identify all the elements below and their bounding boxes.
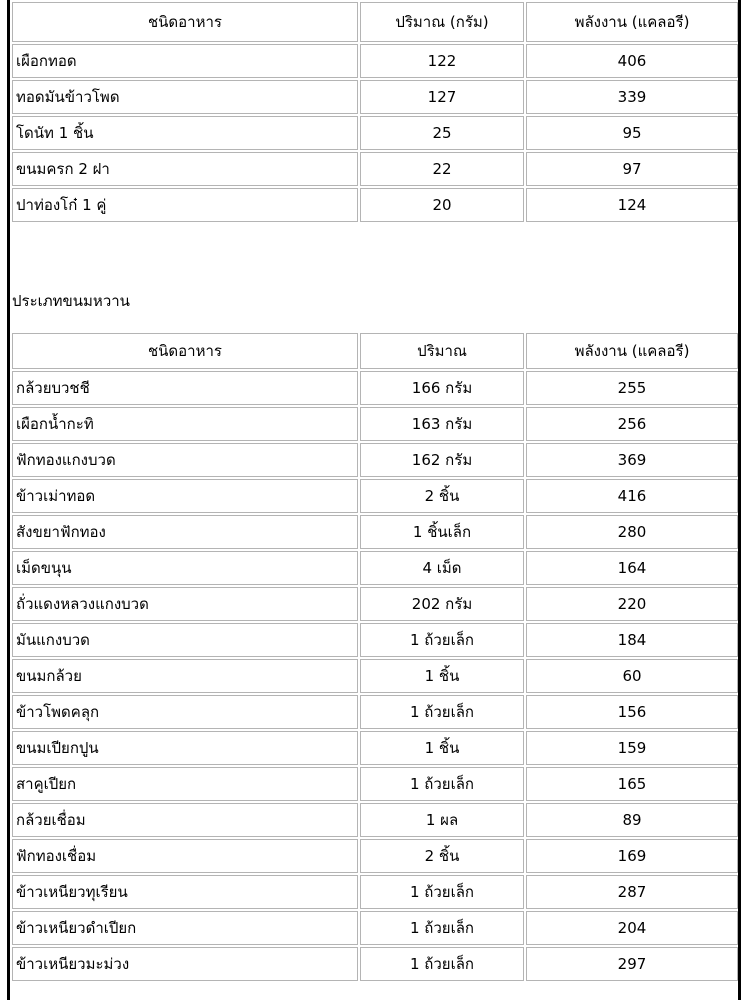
desserts-table [10, 331, 740, 983]
cell-amount: 1 ชิ้น [360, 731, 524, 765]
cell-energy: 60 [526, 659, 738, 693]
table-header-row [12, 333, 738, 369]
table-row [12, 839, 738, 873]
cell-amount: 20 [360, 188, 524, 222]
table-row [12, 188, 738, 222]
cell-energy: 95 [526, 116, 738, 150]
fried-snacks-table [10, 0, 740, 224]
content-frame [7, 0, 741, 1000]
table-row [12, 623, 738, 657]
cell-energy: 369 [526, 443, 738, 477]
table-row [12, 479, 738, 513]
cell-energy: 89 [526, 803, 738, 837]
table-row [12, 911, 738, 945]
cell-energy: 339 [526, 80, 738, 114]
cell-food-name: โดนัท 1 ชิ้น [12, 116, 358, 150]
cell-energy: 124 [526, 188, 738, 222]
cell-amount: 1 ถ้วยเล็ก [360, 947, 524, 981]
cell-amount: 4 เม็ด [360, 551, 524, 585]
cell-food-name: ขนมเปียกปูน [12, 731, 358, 765]
cell-energy: 169 [526, 839, 738, 873]
header-energy: พลังงาน (แคลอรี) [526, 333, 738, 369]
cell-food-name: ขนมครก 2 ฝา [12, 152, 358, 186]
table-row [12, 659, 738, 693]
table-row [12, 947, 738, 981]
cell-energy: 297 [526, 947, 738, 981]
cell-amount: 1 ชิ้น [360, 659, 524, 693]
table-header-row [12, 2, 738, 42]
cell-amount: 1 ถ้วยเล็ก [360, 695, 524, 729]
cell-energy: 156 [526, 695, 738, 729]
table-row [12, 767, 738, 801]
cell-amount: 2 ชิ้น [360, 839, 524, 873]
header-energy: พลังงาน (แคลอรี) [526, 2, 738, 42]
table-row [12, 515, 738, 549]
table-row [12, 152, 738, 186]
cell-energy: 287 [526, 875, 738, 909]
cell-energy: 220 [526, 587, 738, 621]
cell-energy: 164 [526, 551, 738, 585]
cell-food-name: กล้วยเชื่อม [12, 803, 358, 837]
cell-amount: 1 ถ้วยเล็ก [360, 623, 524, 657]
cell-food-name: เผือกน้ำกะทิ [12, 407, 358, 441]
cell-amount: 166 กรัม [360, 371, 524, 405]
table-row [12, 407, 738, 441]
cell-food-name: มันแกงบวด [12, 623, 358, 657]
table-row [12, 731, 738, 765]
cell-energy: 165 [526, 767, 738, 801]
cell-amount: 122 [360, 44, 524, 78]
cell-food-name: สังขยาฟักทอง [12, 515, 358, 549]
cell-food-name: ข้าวเหนียวทุเรียน [12, 875, 358, 909]
cell-food-name: สาคูเปียก [12, 767, 358, 801]
cell-energy: 159 [526, 731, 738, 765]
cell-energy: 406 [526, 44, 738, 78]
cell-food-name: เผือกทอด [12, 44, 358, 78]
table-row [12, 116, 738, 150]
cell-amount: 127 [360, 80, 524, 114]
header-amount: ปริมาณ (กรัม) [360, 2, 524, 42]
header-food: ชนิดอาหาร [12, 2, 358, 42]
table-row [12, 695, 738, 729]
cell-amount: 1 ถ้วยเล็ก [360, 767, 524, 801]
table2-body [12, 371, 738, 981]
cell-amount: 1 ถ้วยเล็ก [360, 875, 524, 909]
section-title: ประเภทขนมหวาน [12, 292, 130, 310]
cell-amount: 202 กรัม [360, 587, 524, 621]
section-gap [10, 224, 738, 331]
header-amount: ปริมาณ [360, 333, 524, 369]
cell-amount: 1 ถ้วยเล็ก [360, 911, 524, 945]
cell-energy: 280 [526, 515, 738, 549]
cell-food-name: ฟักทองแกงบวด [12, 443, 358, 477]
cell-food-name: ข้าวเหนียวมะม่วง [12, 947, 358, 981]
table-row [12, 551, 738, 585]
cell-energy: 416 [526, 479, 738, 513]
table-row [12, 587, 738, 621]
cell-food-name: ข้าวเม่าทอด [12, 479, 358, 513]
table-row [12, 80, 738, 114]
table-row [12, 371, 738, 405]
cell-food-name: ข้าวโพดคลุก [12, 695, 358, 729]
header-food: ชนิดอาหาร [12, 333, 358, 369]
cell-energy: 256 [526, 407, 738, 441]
table1-body [12, 44, 738, 222]
cell-energy: 184 [526, 623, 738, 657]
cell-food-name: ขนมกล้วย [12, 659, 358, 693]
cell-food-name: กล้วยบวชชี [12, 371, 358, 405]
table-row [12, 44, 738, 78]
table-row [12, 443, 738, 477]
cell-energy: 255 [526, 371, 738, 405]
cell-food-name: ปาท่องโก๋ 1 คู่ [12, 188, 358, 222]
cell-amount: 163 กรัม [360, 407, 524, 441]
cell-food-name: ฟักทองเชื่อม [12, 839, 358, 873]
cell-amount: 22 [360, 152, 524, 186]
cell-amount: 162 กรัม [360, 443, 524, 477]
cell-food-name: เม็ดขนุน [12, 551, 358, 585]
cell-amount: 25 [360, 116, 524, 150]
cell-food-name: ถั่วแดงหลวงแกงบวด [12, 587, 358, 621]
cell-amount: 1 ชิ้นเล็ก [360, 515, 524, 549]
cell-food-name: ทอดมันข้าวโพด [12, 80, 358, 114]
table-row [12, 803, 738, 837]
cell-food-name: ข้าวเหนียวดำเปียก [12, 911, 358, 945]
cell-energy: 97 [526, 152, 738, 186]
cell-amount: 1 ผล [360, 803, 524, 837]
cell-energy: 204 [526, 911, 738, 945]
cell-amount: 2 ชิ้น [360, 479, 524, 513]
table-row [12, 875, 738, 909]
